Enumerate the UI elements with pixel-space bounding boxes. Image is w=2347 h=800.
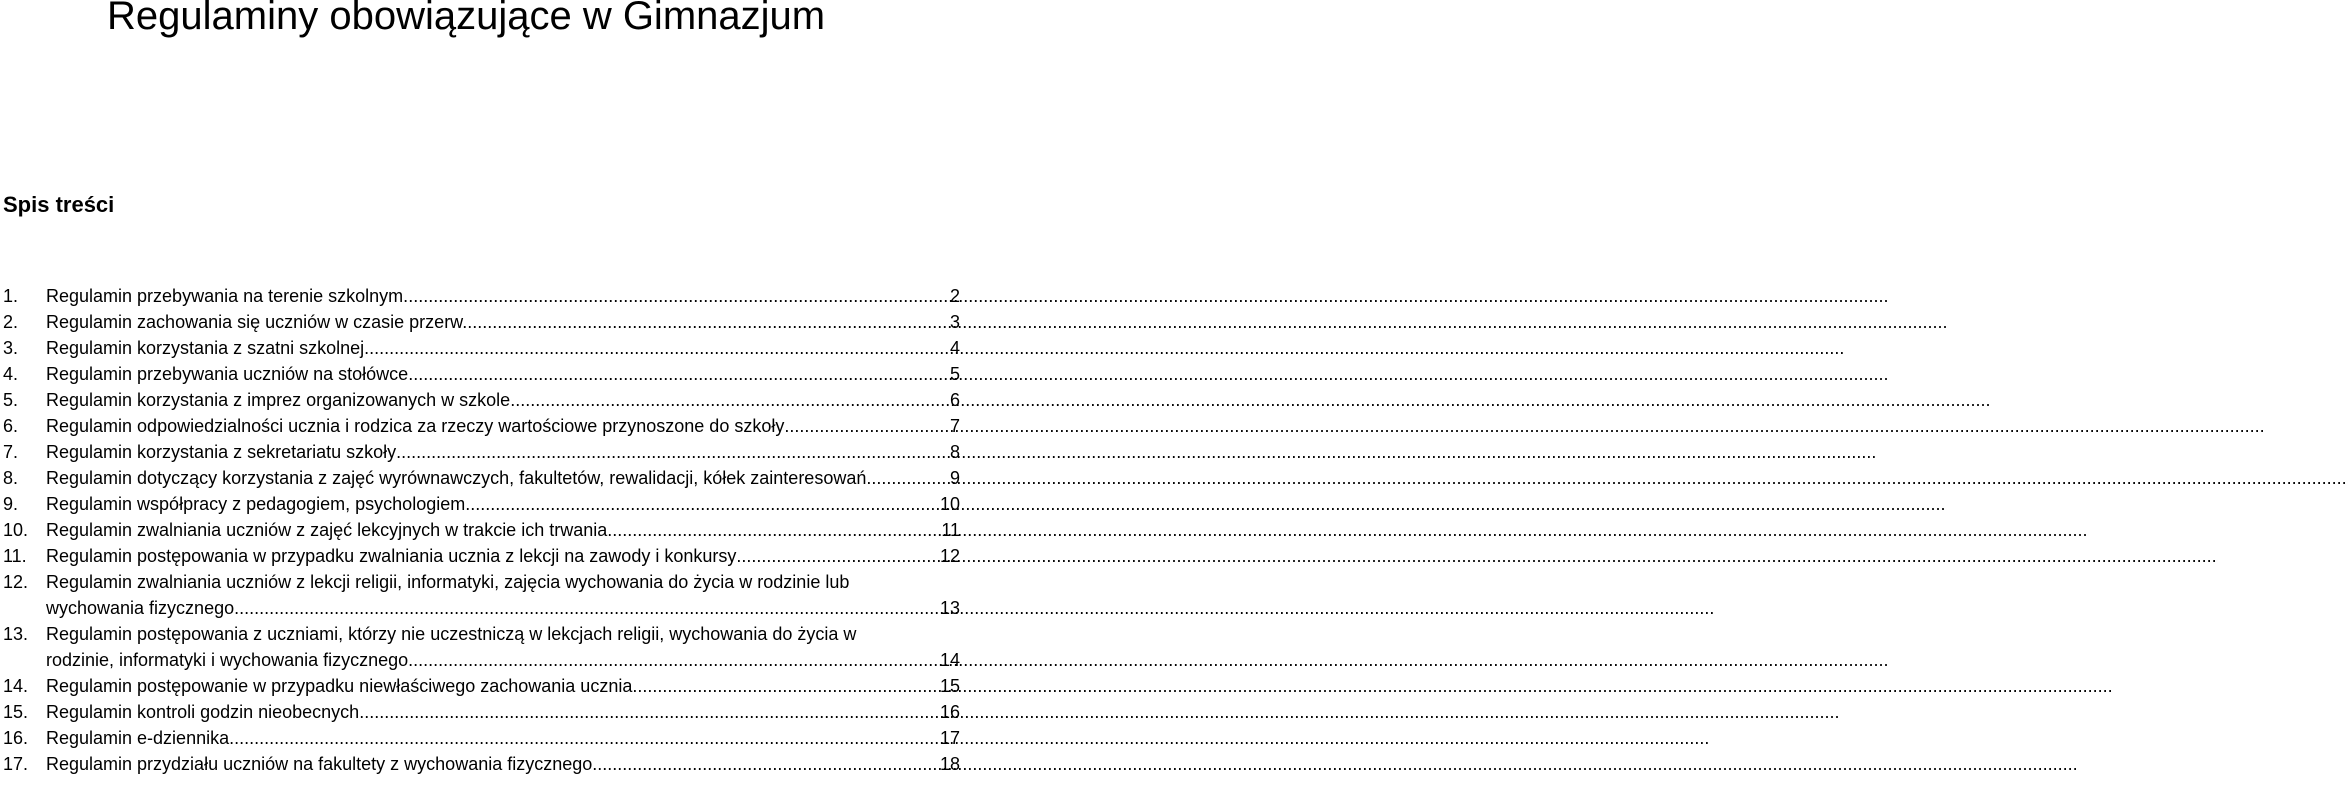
toc-item[interactable] [0,413,960,439]
toc-leader-dots [467,309,948,335]
toc-item-page: 11 [941,520,960,540]
toc-item-number: 14. [3,676,29,696]
toc-item-number: 5. [3,390,19,410]
toc-item-number: 8. [3,468,19,488]
toc-item-page: 7 [949,416,960,436]
toc-item-label: Regulamin kontroli godzin nieobecnych [46,702,360,722]
toc-item[interactable] [0,361,960,387]
toc-item[interactable] [0,491,960,517]
toc-leader-dots [866,465,948,491]
toc-item-label: Regulamin zachowania się uczniów w czasie przerw. [46,312,468,332]
toc-item-page: 8 [949,442,960,462]
toc-item-label-line1: Regulamin zwalniania uczniów z lekcji religii, informatyki, zajęcia wychowania do życia w rodzinie lub [46,572,850,592]
toc-item[interactable] [0,569,960,621]
toc-item-page: 3 [949,312,960,332]
document-title: Regulaminy obowiązujące w Gimnazjum [107,0,826,38]
toc-item-number: 10. [3,520,29,540]
toc-item-number: 1. [3,286,19,306]
toc-item-label-line1: Regulamin postępowania z uczniami, którzy nie uczestniczą w lekcjach religii, wychowania do życia w [46,624,857,644]
toc-item-label: Regulamin postępowanie w przypadku niewłaściwego zachowania ucznia [46,676,633,696]
toc-item-label: Regulamin dotyczący korzystania z zajęć wyrównawczych, fakultetów, rewalidacji, kółek zainteresowań [46,468,867,488]
toc-item[interactable] [0,673,960,699]
toc-item-number: 15. [3,702,29,722]
toc-item-label: Regulamin korzystania z imprez organizowanych w szkole [46,390,511,410]
toc-item-label: Regulamin zwalniania uczniów z zajęć lekcyjnych w trakcie ich trwania [46,520,608,540]
toc-leader-dots [465,491,938,517]
toc-leader-dots [784,413,948,439]
toc-leader-dots [736,543,938,569]
toc-item-number: 9. [3,494,19,514]
toc-item-page: 15 [939,676,960,696]
toc-leader-dots [597,751,938,777]
toc-item-page: 6 [949,390,960,410]
toc-item-page: 5 [949,364,960,384]
toc-item[interactable] [0,699,960,725]
toc-item-page: 13 [939,598,960,618]
toc-item-page: 2 [949,286,960,306]
toc-leader-dots [359,699,938,725]
toc-item[interactable] [0,439,960,465]
toc-item[interactable] [0,465,960,491]
toc-leader-dots [408,361,948,387]
toc-item-page: 10 [939,494,960,514]
toc-item-page: 14 [939,650,960,670]
toc-item-page: 12 [939,546,960,566]
toc-item-number: 13. [3,624,29,644]
toc-item-label: Regulamin korzystania z szatni szkolnej [46,338,365,358]
toc-leader-dots [396,439,948,465]
toc-leader-dots [408,647,938,673]
toc-item-label: Regulamin przebywania na terenie szkolnym. [46,286,409,306]
toc-item-number: 3. [3,338,19,358]
toc-item-number: 11. [3,546,27,566]
toc-item-number: 2. [3,312,19,332]
toc-item-label: rodzinie, informatyki i wychowania fizycznego [46,650,409,670]
toc-leader-dots [510,387,948,413]
toc-heading: Spis treści [3,192,115,217]
toc-leader-dots [364,335,948,361]
toc-leader-dots [632,673,938,699]
toc-item-label: Regulamin korzystania z sekretariatu szkoły [46,442,397,462]
toc-item-number: 6. [3,416,19,436]
toc-item-label: Regulamin postępowania w przypadku zwalniania ucznia z lekcji na zawody i konkursy [46,546,737,566]
toc-leader-dots [229,725,938,751]
toc-item-page: 9 [949,468,960,488]
toc-item-label: Regulamin współpracy z pedagogiem, psychologiem [46,494,466,514]
toc-item-label: Regulamin odpowiedzialności ucznia i rodzica za rzeczy wartościowe przynoszone do szkoły [46,416,785,436]
toc-item-number: 7. [3,442,19,462]
toc-item-number: 17. [3,754,29,774]
toc-item-number: 4. [3,364,19,384]
toc-item[interactable] [0,725,960,751]
toc-item[interactable] [0,283,960,309]
toc-item-label: Regulamin e-dziennika [46,728,230,748]
toc-item-page: 17 [939,728,960,748]
toc-item-page: 16 [939,702,960,722]
toc-item[interactable] [0,543,960,569]
toc-item-label: wychowania fizycznego [46,598,235,618]
toc-item[interactable] [0,621,960,673]
toc-item[interactable] [0,517,960,543]
toc-leader-dots [607,517,939,543]
toc-item-label: Regulamin przydziału uczniów na fakultety z wychowania fizycznego. [46,754,598,774]
toc-item[interactable] [0,751,960,777]
toc-item-label: Regulamin przebywania uczniów na stołówce [46,364,409,384]
toc-item[interactable] [0,309,960,335]
toc-item[interactable] [0,387,960,413]
toc-item-page: 4 [949,338,960,358]
toc-item-page: 18 [939,754,960,774]
toc-leader-dots [234,595,938,621]
table-of-contents [0,283,960,777]
toc-item-number: 12. [3,572,29,592]
toc-leader-dots [408,283,948,309]
toc-item[interactable] [0,335,960,361]
toc-item-number: 16. [3,728,29,748]
